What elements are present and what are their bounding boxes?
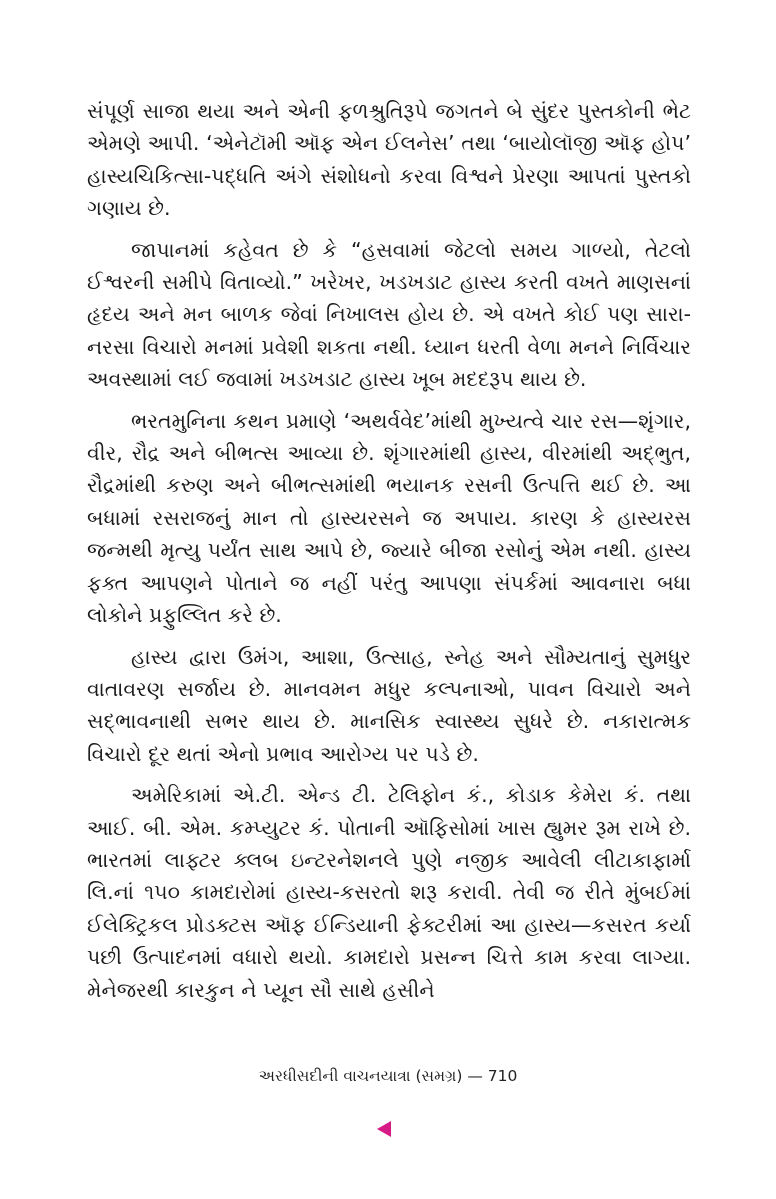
paragraph-4: હાસ્ય દ્વારા ઉમંગ, આશા, ઉત્સાહ, સ્નેહ અને સૌમ્યતાનું સુમધુર વાતાવરણ સર્જાય છે. માનવમન મધુર કલ્પનાઓ, પાવન વિચારો અને સદ્‌ભાવનાથી સભર થાય છે. માનસિક સ્વાસ્થ્ય સુધરે છે. નકારાત્મક વિચારો દૂર થતાં એનો પ્રભાવ આરોગ્ય પર પડે છે. [87,644,691,766]
previous-page-arrow-icon[interactable] [377,1121,391,1137]
paragraph-5: અમેરિકામાં એ.ટી. એન્ડ ટી. ટેલિફોન કં., કોડાક કેમેરા કં. તથા આઈ. બી. એમ. કમ્પ્યુટર કં. પોતાની ઑફિસોમાં ખાસ હ્યુમર રૂમ રાખે છે. ભારતમાં લાફ્ટર ક્લબ ઇન્ટરનેશનલે પુણે નજીક આવેલી લીટાકાફાર્મા લિ.નાં ૧૫૦ કામદારોમાં હાસ્ય-કસરતો શરૂ કરાવી. તેવી જ રીતે મુંબઈમાં ઈલેક્ટ્રિકલ પ્રોડક્ટસ ઑફ ઈન્ડિયાની ફેક્ટરીમાં આ હાસ્ય—કસરત કર્યા પછી ઉત્પાદનમાં વધારો થયો. કામદારો પ્રસન્ન ચિત્તે કામ કરવા લાગ્યા. મેનેજરથી કારકુન ને પ્યૂન સૌ સાથે હસીને [87,783,691,1002]
paragraph-2: જાપાનમાં કહેવત છે કે “હસવામાં જેટલો સમય ગાળ્યો, તેટલો ઈશ્વરની સમીપે વિતાવ્યો.” ખરેખર, ખડખડાટ હાસ્ય કરતી વખતે માણસનાં હૃદય અને મન બાળક જેવાં નિખાલસ હોય છે. એ વખતે કોઈ પણ સારા-નરસા વિચારો મનમાં પ્રવેશી શકતા નથી. ધ્યાન ધરતી વેળા મનને નિર્વિચાર અવસ્થામાં લઈ જવામાં ખડખડાટ હાસ્ય ખૂબ મદદરૂપ થાય છે. [87,237,691,392]
page-body [87,95,691,1015]
page-footer: અરધીસદીની વાચનયાત્રા (સમગ્ર) — 710 [258,1067,518,1085]
paragraph-3: ભરતમુનિના કથન પ્રમાણે ‘અથર્વવેદ’માંથી મુખ્યત્વે ચાર રસ—શૃંગાર, વીર, રૌદ્ર અને બીભત્સ આવ્યા છે. શૃંગારમાંથી હાસ્ય, વીરમાંથી અદ્‌ભુત, રૌદ્રમાંથી કરુણ અને બીભત્સમાંથી ભયાનક રસની ઉત્પત્તિ થઈ છે. આ બધામાં રસરાજનું માન તો હાસ્યરસને જ અપાય. કારણ કે હાસ્યરસ જન્મથી મૃત્યુ પર્યંત સાથ આપે છે, જ્યારે બીજા રસોનું એમ નથી. હાસ્ય ફક્ત આપણને પોતાને જ નહીં પરંતુ આપણા સંપર્કમાં આવનારા બધા લોકોને પ્રફુલ્લિત કરે છે. [87,408,691,628]
paragraph-1: સંપૂર્ણ સાજા થયા અને એની ફળશ્રુતિરૂપે જગતને બે સુંદર પુસ્તકોની ભેટ એમણે આપી. ‘એનેટૉમી ઑફ એન ઈલનેસ’ તથા ‘બાયોલૉજી ઑફ હોપ’ હાસ્યચિકિત્સા-પદ્ધતિ અંગે સંશોધનો કરવા વિશ્વને પ્રેરણા આપતાં પુસ્તકો ગણાય છે. [87,99,691,221]
